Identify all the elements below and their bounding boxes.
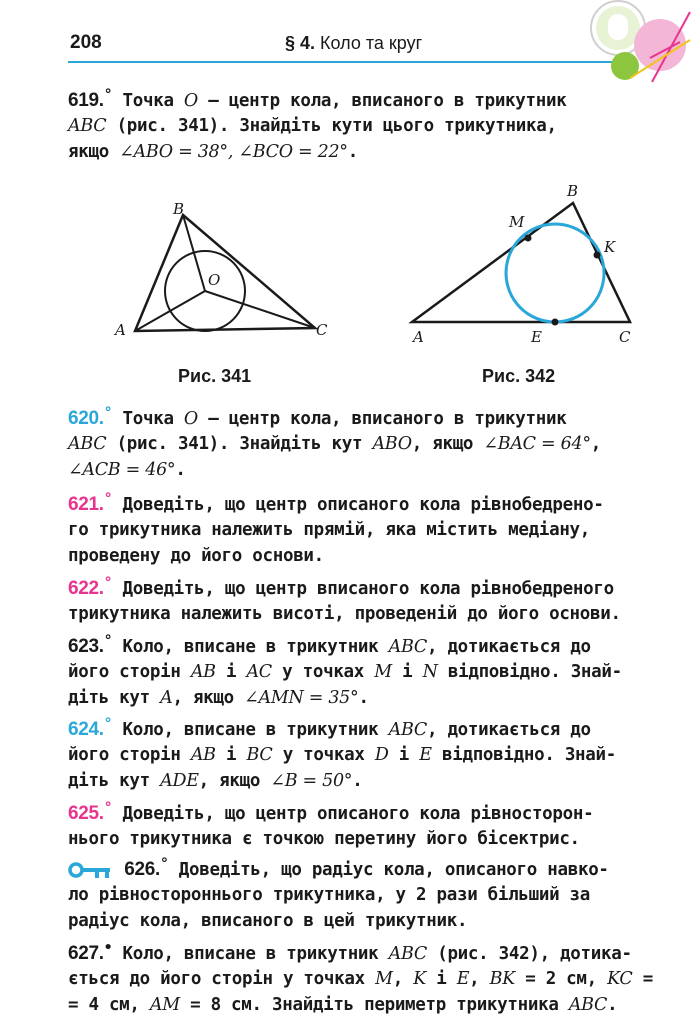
problem-619 [68,82,676,165]
text: . [358,687,369,708]
problem-622-line-1 [68,570,676,602]
incircle [506,224,604,322]
math: ABC [68,116,107,137]
math: ∠AMN = 35° [244,687,359,708]
figure-341-caption: Рис. 341 [178,366,252,386]
label-c: C [316,321,328,339]
label-o: O [208,271,221,289]
problem-621-line-3: проведену до його основи. [68,545,324,566]
math: ABC [68,434,107,455]
text: Доведіть, що центр вписаного кола рівнобедреного [112,578,614,599]
text: (рис. 341). Знайдіть кути цього трикутника, [106,116,557,137]
math: AC [246,662,272,683]
problem-619-line-1 [68,82,676,114]
math: O [183,90,198,111]
text: , дотикається до [426,636,591,657]
math: ∠BAC = 64° [483,434,591,455]
math: E [419,745,432,766]
problem-624 [68,711,676,794]
problem-number: 621. [68,493,104,515]
text: — центр кола, вписаного в трикутник [197,408,567,429]
text: Доведіть, що радіус кола, описаного навко- [168,859,609,880]
problem-619-line-2 [68,114,676,140]
math: N [422,662,438,683]
text: , [590,434,602,455]
problem-620-line-2 [68,432,676,458]
text: у точках [271,662,375,683]
math: ∠ABO = 38°, ∠BCO = 22° [119,141,348,162]
problem-620 [68,400,676,483]
text: , [392,969,414,990]
text: у точках [272,745,375,766]
section-title [285,33,422,54]
problem-623-line-2 [68,660,676,686]
problem-number: 620. [68,407,104,429]
text: = 8 см. Знайдіть периметр трикутника [179,994,569,1015]
page-number: 208 [70,32,102,53]
difficulty-mark: ° [103,632,113,649]
math: BC [246,745,273,766]
figure-342-caption: Рис. 342 [482,366,556,386]
problem-number: 625. [68,802,104,824]
difficulty-mark: ° [103,715,113,732]
problem-624-line-1 [68,711,676,743]
header-rule [68,61,628,63]
math: A [160,687,173,708]
math: AM [149,994,180,1015]
text: Доведіть, що центр описаного кола рівнобедрено- [112,494,604,515]
problem-number: 624. [68,718,104,740]
text: Доведіть, що центр описаного кола рівносторон- [112,803,594,824]
label-m: M [509,213,525,231]
text: Коло, вписане в трикутник [112,719,389,740]
math: ABC [388,719,427,740]
problem-620-line-3 [68,458,676,484]
difficulty-mark: ° [103,799,113,816]
problem-625-line-1 [68,795,676,827]
problem-620-line-1 [68,400,676,432]
text: і [215,662,247,683]
problem-626-line-1 [68,851,676,883]
text: якщо [68,141,120,162]
problem-623-line-3 [68,686,676,712]
math: ∠B = 50° [270,770,353,791]
problem-627-line-1 [68,935,676,967]
text: і [391,662,423,683]
difficulty-mark: ° [160,855,169,872]
text: відповідно. Знай- [437,662,622,683]
text: його сторін [68,745,191,766]
math: ABC [388,943,427,964]
text: і [425,969,457,990]
problem-number: 626. [124,858,161,880]
math: K [413,969,426,990]
math: ABC [388,636,427,657]
section-name: Коло та круг [320,33,423,53]
text: , якщо [198,770,271,791]
problem-623 [68,628,676,711]
math: ABC [568,994,608,1015]
label-c: C [619,328,631,346]
difficulty-mark: ° [103,490,113,507]
problem-622-line-2: трикутника належить висоті, проведеній до його основи. [68,604,621,625]
problem-number: 623. [68,635,104,657]
triangle-abc [135,215,315,331]
math: E [456,969,470,990]
math: O [183,408,198,429]
text: Коло, вписане в трикутник [112,636,389,657]
label-e: E [531,328,542,346]
text: ється до його сторін у точках [68,969,376,990]
point-m [525,235,532,242]
problem-624-line-2 [68,743,676,769]
math: AB [190,745,216,766]
math: ADE [160,770,199,791]
problem-627-line-2 [68,967,676,993]
problem-626-line-3: радіус кола, вписаного в цей трикутник. [68,910,468,931]
text: і [215,745,247,766]
text: (рис. 342), дотика- [426,943,632,964]
problem-621-line-2: го трикутника належить прямій, яка містить медіану, [68,520,591,541]
problem-621 [68,486,676,569]
text: відповідно. Знай- [431,745,616,766]
problem-622 [68,570,676,628]
difficulty-mark: ° [103,86,113,103]
difficulty-mark: ° [103,574,113,591]
math: BK [489,969,515,990]
problem-626-line-2: ло рівностороннього трикутника, у 2 рази більший за [68,885,591,906]
text: . [347,141,358,162]
problem-number: 622. [68,577,104,599]
math: ABO [372,434,412,455]
text: і [388,745,420,766]
text: = 2 см, [515,969,608,990]
text: , [469,969,490,990]
math: M [374,662,392,683]
problem-625 [68,795,676,853]
problem-619-line-3 [68,140,676,166]
text: діть кут [68,770,161,791]
problem-number: 619. [68,89,104,111]
problem-621-line-1 [68,486,676,518]
text: Точка [112,408,184,429]
corner-decoration-icon [590,0,695,90]
text: його сторін [68,662,191,683]
figure-341 [105,198,345,348]
text: — центр кола, вписаного в трикутник [197,90,567,111]
text: , якщо [411,434,484,455]
figure-342 [405,180,650,350]
point-k [594,252,601,259]
difficulty-mark: ° [103,404,113,421]
label-b: B [173,200,185,218]
difficulty-mark: • [103,939,113,956]
problem-624-line-3 [68,769,676,795]
math: KC [607,969,633,990]
label-a: A [413,328,424,346]
key-icon [68,861,114,879]
text: (рис. 341). Знайдіть кут [106,434,373,455]
point-e [552,319,559,326]
math: ∠ACB = 46° [68,459,176,480]
text: = 4 см, [68,994,150,1015]
text: , дотикається до [426,719,591,740]
math: AB [190,662,216,683]
text: , якщо [172,687,245,708]
text: . [352,770,363,791]
text: Точка [112,90,184,111]
text: . [607,994,618,1015]
text: діть кут [68,687,161,708]
label-a: A [115,321,126,339]
problem-627 [68,935,676,1018]
problem-626 [68,851,676,934]
label-b: B [567,182,579,200]
section-label: § 4. [285,33,316,53]
problem-625-line-2: нього трикутника є точкою перетину його бісектрис. [68,829,580,850]
page-header [0,0,695,70]
problem-627-line-3 [68,993,676,1019]
math: D [374,745,389,766]
problem-number: 627. [68,942,104,964]
text: . [175,459,186,480]
math: M [375,969,393,990]
text: Коло, вписане в трикутник [112,943,389,964]
label-k: K [604,238,616,256]
text: = [632,969,654,990]
problem-623-line-1 [68,628,676,660]
